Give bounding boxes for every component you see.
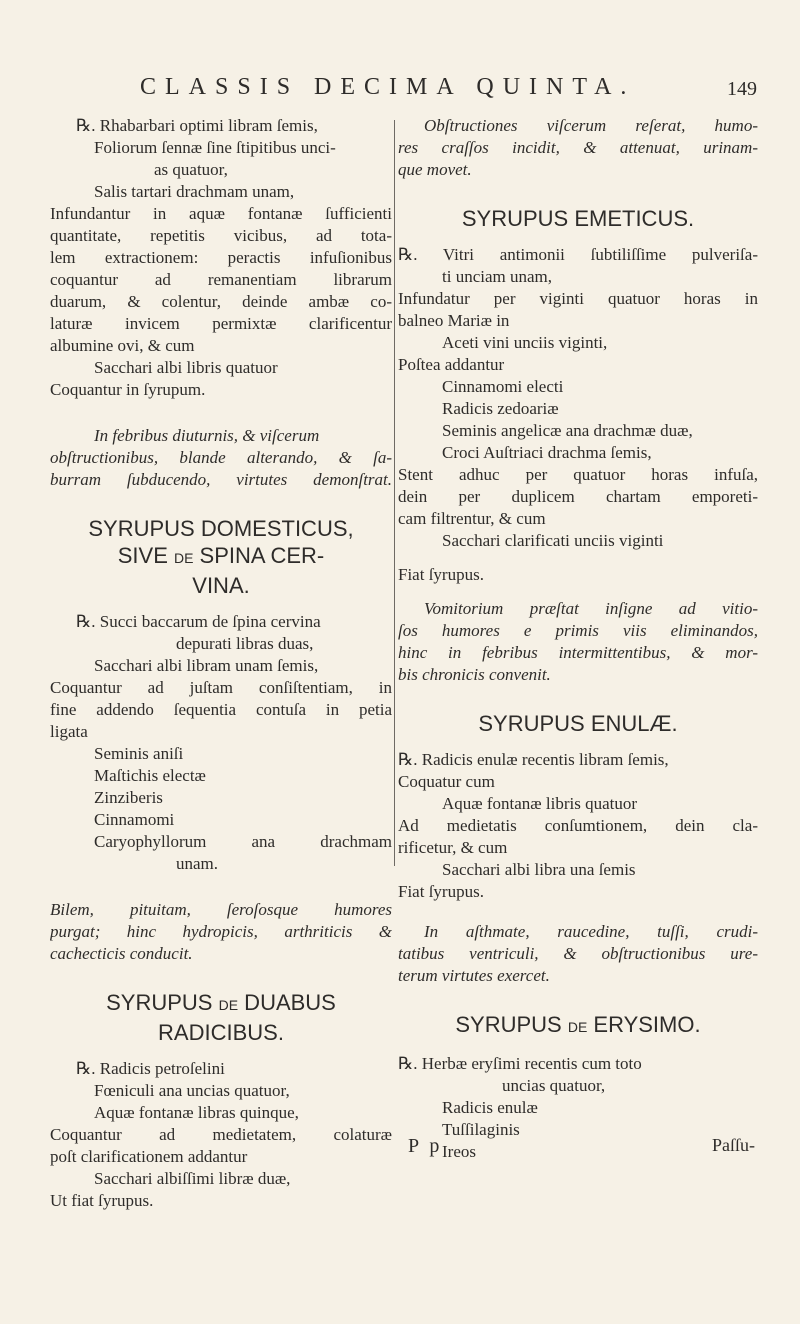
page-number: 149 <box>727 78 757 100</box>
text-line: Cinnamomi electi <box>442 377 564 396</box>
text-line: Radicis zedoariæ <box>442 399 559 418</box>
text-line: Foliorum ſennæ ſine ſtipitibus unci- <box>94 138 336 157</box>
text-line: ℞. Rhabarbari optimi libram ſemis, <box>76 116 318 135</box>
text-line: purgat; hinc hydropicis, arthriticis & <box>50 922 392 941</box>
text-line: balneo Mariæ in <box>398 311 510 330</box>
text-line: obſtructionibus, blande alterando, & ſa- <box>50 448 392 467</box>
text-line: Cinnamomi <box>94 810 175 829</box>
text-line: Caryophyllorum ana drachmam <box>94 832 392 851</box>
text-line: bis chronicis convenit. <box>398 665 551 684</box>
text-line: quantitate, repetitis vicibus, ad tota- <box>50 226 392 245</box>
text-line: tatibus ventriculi, & obſtructionibus ure- <box>398 944 758 963</box>
text-line: Maſtichis electæ <box>94 766 206 785</box>
text-line: Sacchari albi libram unam ſemis, <box>94 656 319 675</box>
text-line: unam. <box>176 854 219 873</box>
text-line: Fiat ſyrupus. <box>398 882 484 901</box>
text-line: Coquantur in ſyrupum. <box>50 380 206 399</box>
text-line: albumine ovi, & cum <box>50 336 195 355</box>
text-line: ligata <box>50 722 88 741</box>
text-line: Infundatur per viginti quatuor horas in <box>398 289 758 308</box>
text-line: duarum, & colentur, deinde ambæ co- <box>50 292 392 311</box>
text-line: as quatuor, <box>154 160 228 179</box>
text-line: lem extractionem: peractis infuſionibus <box>50 248 392 267</box>
text-line: Stent adhuc per quatuor horas infuſa, <box>398 465 758 484</box>
text-line: laturæ invicem permixtæ clarificentur <box>50 314 392 333</box>
running-head: CLASSIS DECIMA QUINTA. <box>140 74 636 100</box>
text-line: Coquatur cum <box>398 772 495 791</box>
text-line: Vomitorium præſtat inſigne ad vitio- <box>424 599 758 618</box>
text-line: Ad medietatis conſumtionem, dein cla- <box>398 816 758 835</box>
section-heading: SYRUPUS DOMESTICUS, <box>88 516 354 541</box>
text-line: fine addendo ſequentia contuſa in petia <box>50 700 392 719</box>
text-line: In febribus diuturnis, & viſcerum <box>94 426 320 445</box>
text-line: hinc in febribus intermittentibus, & mor- <box>398 643 758 662</box>
text-line: rificetur, & cum <box>398 838 508 857</box>
text-line: res craſſos incidit, & attenuat, urinam- <box>398 138 758 157</box>
section-heading: RADICIBUS. <box>158 1020 284 1045</box>
text-line: Radicis enulæ <box>442 1098 538 1117</box>
left-column <box>50 115 392 1212</box>
text-line: Sacchari albiſſimi libræ duæ, <box>94 1169 291 1188</box>
text-line: Infundantur in aquæ fontanæ ſufficienti <box>50 204 392 223</box>
text-line: Bilem, pituitam, ſeroſosque humores <box>50 900 392 919</box>
text-line: que movet. <box>398 160 472 179</box>
text-line: Poſtea addantur <box>398 355 505 374</box>
text-line: poſt clarificationem addantur <box>50 1147 248 1166</box>
text-line: Salis tartari drachmam unam, <box>94 182 295 201</box>
catchword: Paſſu- <box>712 1135 755 1155</box>
text-line: dein per duplicem chartam emporeti- <box>398 487 758 506</box>
text-line: Tuſſilaginis <box>442 1120 520 1139</box>
column-divider <box>394 120 395 866</box>
section-heading: SYRUPUS EMETICUS. <box>461 206 695 231</box>
text-line: Sacchari albi libra una ſemis <box>442 860 636 879</box>
text-line: ℞. Herbæ eryſimi recentis cum toto <box>398 1054 642 1073</box>
text-line: terum virtutes exercet. <box>398 966 550 985</box>
text-line: Aquæ fontanæ libras quinque, <box>94 1103 299 1122</box>
text-line: Aceti vini unciis viginti, <box>442 333 608 352</box>
text-line: Fœniculi ana uncias quatuor, <box>94 1081 290 1100</box>
text-line: depurati libras duas, <box>176 634 314 653</box>
text-line: ſos humores e primis viis eliminandos, <box>398 621 758 640</box>
text-line: coquantur ad remanentiam librarum <box>50 270 392 289</box>
section-heading: SYRUPUS ENULÆ. <box>478 711 678 736</box>
text-line: uncias quatuor, <box>502 1076 606 1095</box>
section-heading: SYRUPUS DE ERYSIMO. <box>455 1012 701 1037</box>
text-line: ℞. Vitri antimonii ſubtiliſſime pulveriſa- <box>398 245 758 264</box>
text-line: Obſtructiones viſcerum reſerat, humo- <box>424 116 758 135</box>
section-heading: VINA. <box>192 573 250 598</box>
text-line: ti unciam unam, <box>442 267 553 286</box>
text-line: Ut fiat ſyrupus. <box>50 1191 154 1210</box>
text-line: Seminis aniſi <box>94 744 184 763</box>
text-line: ℞. Succi baccarum de ſpina cervina <box>76 612 321 631</box>
text-line: burram ſubducendo, virtutes demonſtrat. <box>50 470 392 489</box>
text-line: Ireos <box>442 1142 476 1161</box>
text-line: Sacchari albi libris quatuor <box>94 358 278 377</box>
text-line: In aſthmate, raucedine, tuſſi, crudi- <box>424 922 758 941</box>
text-line: Fiat ſyrupus. <box>398 565 484 584</box>
text-line: cam filtrentur, & cum <box>398 509 546 528</box>
text-line: Aquæ fontanæ libris quatuor <box>442 794 638 813</box>
text-line: Coquantur ad medietatem, colaturæ <box>50 1125 392 1144</box>
section-heading: SIVE DE SPINA CER- <box>117 543 325 568</box>
text-line: Sacchari clarificati unciis viginti <box>442 531 664 550</box>
text-line: cachecticis conducit. <box>50 944 193 963</box>
text-line: ℞. Radicis enulæ recentis libram ſemis, <box>398 750 669 769</box>
text-line: ℞. Radicis petroſelini <box>76 1059 225 1078</box>
text-line: Coquantur ad juſtam conſiſtentiam, in <box>50 678 392 697</box>
text-line: Seminis angelicæ ana drachmæ duæ, <box>442 421 693 440</box>
signature-mark: P p <box>408 1135 443 1157</box>
section-heading: SYRUPUS DE DUABUS <box>106 990 336 1015</box>
text-line: Zinziberis <box>94 788 163 807</box>
right-column <box>398 115 758 1163</box>
text-line: Croci Auſtriaci drachma ſemis, <box>442 443 652 462</box>
